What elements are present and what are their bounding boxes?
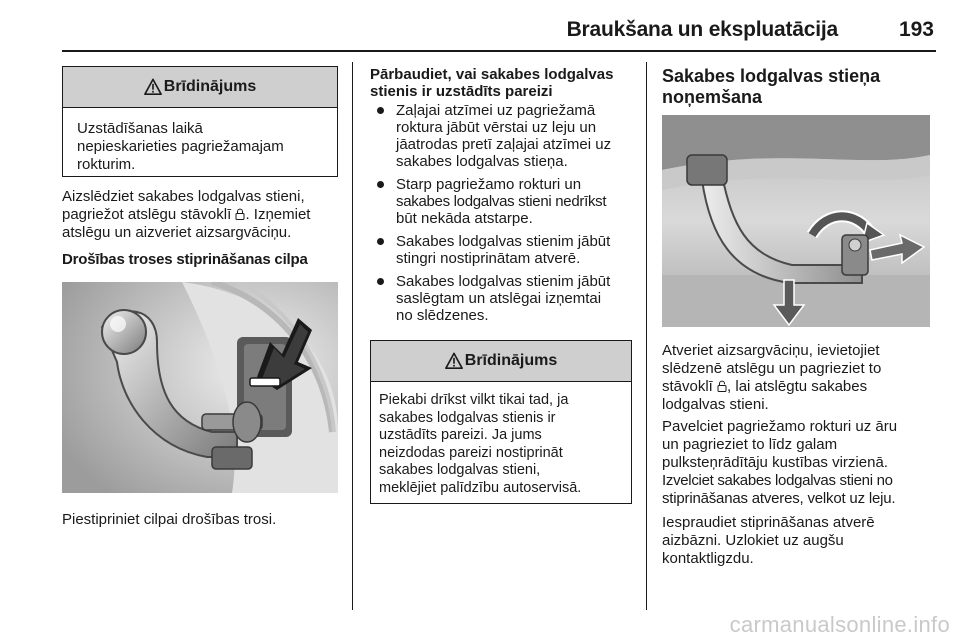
text-line: lodgalvas stieni. xyxy=(662,396,769,413)
text-span: , lai atslēgtu sakabes xyxy=(727,378,868,395)
list-item xyxy=(370,176,642,227)
text-line xyxy=(662,378,947,396)
warning-title: Brīdinājums xyxy=(464,352,558,369)
paragraph-lock-hitch xyxy=(62,188,347,242)
section-heading-removal xyxy=(662,66,942,108)
check-bullet-list xyxy=(370,102,642,330)
text-line: pulksteņrādītāju kustības virzienā. xyxy=(662,454,888,471)
warning-triangle-icon xyxy=(445,352,463,370)
bullet-icon xyxy=(377,238,384,245)
text-line: būt nekāda atstarpe. xyxy=(396,210,533,227)
text-line: Uzstādīšanas laikā xyxy=(77,120,203,137)
header-divider xyxy=(62,50,936,52)
figure-hitch-removal xyxy=(662,115,930,327)
bullet-icon xyxy=(377,181,384,188)
warning-header xyxy=(63,67,337,108)
text-line: Starp pagriežamo rokturi un xyxy=(396,176,582,193)
list-item xyxy=(370,233,642,267)
bullet-icon xyxy=(377,107,384,114)
list-item xyxy=(370,102,642,170)
text-line: nepieskarieties pagriežamajam xyxy=(77,138,284,155)
text-line: Pārbaudiet, vai sakabes lodgalvas xyxy=(370,66,614,83)
subheading-check-installation xyxy=(370,66,640,100)
text-span: . Izņemiet xyxy=(245,206,311,223)
illustration-hitch-removal xyxy=(662,115,930,327)
subheading-safety-cable-eye: Drošības troses stiprināšanas cilpa xyxy=(62,251,308,268)
column-divider-left xyxy=(352,62,353,610)
watermark: carmanualsonline.info xyxy=(729,612,950,637)
text-span: pagriežot atslēgu stāvoklī xyxy=(62,206,236,223)
lock-closed-icon xyxy=(235,208,245,220)
bullet-icon xyxy=(377,278,384,285)
text-line: stingri nostiprinātam atverē. xyxy=(396,250,581,267)
page-header-title: Braukšana un ekspluatācija xyxy=(566,18,838,41)
paragraph-unlock xyxy=(662,342,947,414)
warning-title: Brīdinājums xyxy=(163,78,257,95)
text-line: Aizslēdziet sakabes lodgalvas stieni, xyxy=(62,188,305,205)
text-line: kontaktligzdu. xyxy=(662,550,754,567)
text-line: jāatrodas pretī zaļajai atzīmei uz xyxy=(396,136,612,153)
warning-box-installation xyxy=(62,66,338,177)
text-line: aizbāzni. Uzlokiet uz augšu xyxy=(662,532,844,549)
text-line: Izvelciet sakabes lodgalvas stieni no xyxy=(662,472,893,489)
text-line: Iespraudiet stiprināšanas atverē xyxy=(662,514,875,531)
column-divider-right xyxy=(646,62,647,610)
text-line: Piekabi drīkst vilkt tikai tad, ja xyxy=(379,392,569,408)
text-line: uzstādīts pareizi. Ja jums xyxy=(379,427,542,443)
text-line: sakabes lodgalvas stieņa. xyxy=(396,153,568,170)
list-item xyxy=(370,273,642,324)
warning-triangle-icon xyxy=(144,78,162,96)
text-line: stienis ir uzstādīts pareizi xyxy=(370,83,553,100)
text-line: stiprināšanas atveres, velkot uz leju. xyxy=(662,490,896,507)
text-line: roktura jābūt vērstai uz leju un xyxy=(396,119,597,136)
text-line: sakabes lodgalvas stieni, xyxy=(379,462,541,478)
illustration-hitch-safety-eye xyxy=(62,282,338,493)
warning-text xyxy=(63,108,337,186)
text-span: stāvoklī xyxy=(662,378,718,395)
text-line: sakabes lodgalvas stieni nedrīkst xyxy=(396,193,607,210)
text-line xyxy=(62,206,347,224)
warning-box-towing xyxy=(370,340,632,504)
text-line: Sakabes lodgalvas stienim jābūt xyxy=(396,233,611,250)
page-number: 193 xyxy=(898,18,934,41)
figure-safety-cable-eye xyxy=(62,282,338,493)
text-line: Zaļajai atzīmei uz pagriežamā xyxy=(396,102,596,119)
text-line: meklējiet palīdzību autoservisā. xyxy=(379,479,582,496)
text-line: slēdzenē atslēgu un pagrieziet to xyxy=(662,360,882,377)
text-line: saslēgtam un atslēgai izņemtai xyxy=(396,290,602,307)
text-line: sakabes lodgalvas stienis ir xyxy=(379,409,556,426)
warning-text xyxy=(371,382,631,507)
warning-header xyxy=(371,341,631,382)
caption-attach-cable: Piestipriniet cilpai drošības trosi. xyxy=(62,511,277,528)
text-line: Sakabes lodgalvas stienim jābūt xyxy=(396,273,611,290)
paragraph-insert-plug xyxy=(662,514,947,568)
text-line: rokturim. xyxy=(77,156,136,173)
paragraph-pull-rotate xyxy=(662,418,947,508)
text-line: neizdodas pareizi nostiprināt xyxy=(379,444,563,461)
text-line: Atveriet aizsargvāciņu, ievietojiet xyxy=(662,342,880,359)
text-line: Pavelciet pagriežamo rokturi uz āru xyxy=(662,418,898,435)
text-line: no slēdzenes. xyxy=(396,307,489,324)
text-line: Sakabes lodgalvas stieņa xyxy=(662,66,881,86)
text-line: un pagrieziet to līdz galam xyxy=(662,436,838,453)
lock-open-icon xyxy=(717,380,727,392)
text-line: atslēgu un aizveriet aizsargvāciņu. xyxy=(62,224,292,241)
text-line: noņemšana xyxy=(662,87,763,107)
